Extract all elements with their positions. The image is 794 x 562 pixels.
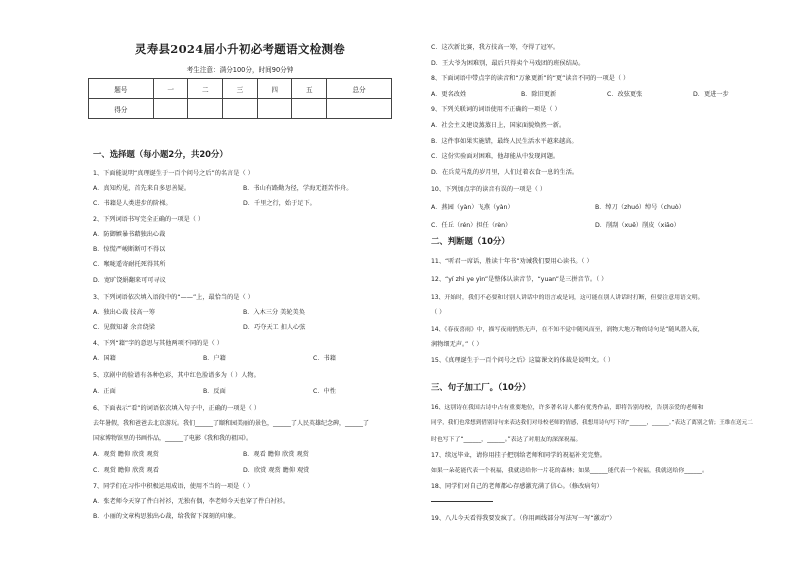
sentence-19: 19、八儿今天看得我要发疯了。（你用画线部分写法写一写“激动”）	[431, 515, 616, 522]
question-5: 5、京剧中的脸谱有各种色彩，其中红色脸谱多为（ ）人物。	[93, 372, 260, 379]
question-3: 3、下列词语依次填入语段中的“——”上，最恰当的是（ ）	[93, 294, 254, 301]
sentence-18-answer-line[interactable]	[431, 495, 493, 502]
q2-option-c: C．喉咙遥寄耐托死得其所	[93, 261, 166, 268]
score-table-score-row	[89, 99, 392, 119]
q7-option-c: C．这次新比赛，我方技高一筹，夺得了冠军。	[431, 44, 560, 51]
q9-option-c: C．这份实验面对困难，他却能从中发现问题。	[431, 153, 560, 160]
score-entry-cell[interactable]	[292, 99, 327, 119]
score-table-header-row	[89, 79, 392, 99]
q8-option-a: A．更名改姓	[431, 91, 467, 98]
score-header-cell: 五	[292, 79, 327, 99]
q10-option-a: A．燕园（yàn）飞燕（yàn）	[431, 204, 514, 211]
q6-option-d: D．欣赏 观赏 瞻仰 观赏	[243, 467, 310, 474]
judgement-13: 13、开始时，我们不必要和讨别人讲话中的语言或是词，这可能在别人讲话时打断，但要注意用语文明。	[431, 295, 704, 301]
q1-option-a: A．真知灼见，首先来自多思善疑。	[93, 185, 191, 192]
score-table	[88, 78, 392, 119]
judgement-14: 14、《春夜喜雨》中，描写夜雨悄然无声，在不知不觉中随风而至，润物大地万物的诗句是“随风潜入夜，	[431, 327, 704, 333]
q4-option-b: B．户籍	[203, 355, 226, 362]
q7-option-a: A．张老师今天穿了件白衬衫，无独有偶，李老师今天也穿了件白衬衫。	[93, 498, 290, 505]
score-header-cell: 四	[257, 79, 292, 99]
q3-option-b: B．入木三分 美轮美奂	[243, 309, 305, 316]
question-2: 2、下列词语书写完全正确的一项是（ ）	[93, 216, 205, 223]
q3-option-c: C．见微知著 余音绕梁	[93, 324, 155, 331]
sentence-16-line-2: 同学，我们也常想到借别诗句来表达我们对母校老师的情感，我想用诗句写下的“______，______。”表达了离别之情；王维在送元二	[431, 420, 753, 426]
q10-option-b: B．绰刀（zhuó）绰号（chuò）	[595, 204, 685, 211]
score-header-cell: 二	[188, 79, 223, 99]
q8-option-d: D．更进一步	[693, 91, 729, 98]
score-entry-cell[interactable]	[257, 99, 292, 119]
q9-option-a: A．社会主义建设蒸蒸日上，国家面貌焕然一新。	[431, 122, 566, 129]
q6-option-b: B．观看 瞻仰 欣赏 观赏	[243, 451, 309, 458]
question-10: 10、下列加点字的读音有误的一项是（ ）	[431, 186, 547, 193]
sentence-16: 16、这别诗在我国古诗中占有重要地位，许多著名诗人都有优秀作品，即将告别母校，告别亲爱的老师和	[431, 405, 704, 411]
q10-option-d: D．削刮（xuē）削皮（xiāo）	[595, 222, 680, 229]
q5-option-a: A．正面	[93, 388, 116, 395]
q9-option-b: B．这件事如果实施错，最终人民生活水平越来越高。	[431, 138, 578, 145]
score-header-cell: 三	[223, 79, 258, 99]
score-entry-cell[interactable]	[223, 99, 258, 119]
judgement-11: 11、“听君一席话，胜读十年书”劝诫我们要用心读书。（ ）	[431, 258, 593, 265]
q2-option-d: D．宽旷饶娟翻来可可寻议	[93, 277, 166, 284]
section-3-heading: 三、句子加工厂。（10分）	[431, 382, 531, 392]
q1-option-c: C．书籍是人类进步的阶梯。	[93, 200, 172, 207]
judgement-15: 15、《真理诞生于一百个问号之后》这篇课文的体裁是说明文。（ ）	[431, 357, 615, 364]
q4-option-c: C．书籍	[313, 355, 336, 362]
q2-option-a: A．防御嫉暴书藉独出心裁	[93, 231, 166, 238]
judgement-12: 12、“yí zhì ye yìn”是整体认读音节，“yuan”是三拼音节。（ ）	[431, 276, 608, 283]
q6-option-a: A．观赏 瞻仰 欣赏 观赏	[93, 451, 159, 458]
score-row-label: 得分	[89, 99, 154, 119]
score-entry-cell[interactable]	[327, 99, 392, 119]
score-entry-cell[interactable]	[153, 99, 188, 119]
score-header-cell: 题号	[89, 79, 154, 99]
q2-option-b: B．惊慌严峻断断可不得以	[93, 246, 166, 253]
section-1-heading: 一、选择题（每小题2分，共20分）	[93, 149, 228, 159]
sentence-17: 17、续远毕业，请你用挂子把别给老师和同学的祝福补充完整。	[431, 452, 606, 459]
section-2-heading: 二、判断题（10分）	[431, 236, 510, 246]
q6-text-line-2: 国家博物馆里的书画作品，______了电影《我和我的祖国》。	[93, 435, 253, 442]
q8-option-c: C．改弦更张	[607, 91, 643, 98]
q6-text-line-1: 去年暑假，我和爸爸去北京游玩。我们______了颐和园美丽的景色，______了人民英雄纪念碑，______了	[93, 420, 370, 427]
score-header-cell: 总分	[327, 79, 392, 99]
judgement-13-bracket: （ ）	[431, 309, 446, 316]
sentence-18: 18、同学们对自己的老师都心存感激充满了信心。（修改病句）	[431, 483, 603, 490]
question-9: 9、下列关联词的词语使用不正确的一项是（ ）	[431, 106, 561, 113]
q10-option-c: C．任丘（rén）担任（rèn）	[431, 222, 512, 229]
q3-option-a: A．独出心裁 技高一筹	[93, 309, 155, 316]
score-entry-cell[interactable]	[188, 99, 223, 119]
question-6: 6、下面表示“看”的词语依次填入句子中，正确的一项是（ ）	[93, 405, 261, 412]
question-4: 4、下列“籍”字的意思与其他两项不同的是（ ）	[93, 340, 223, 347]
q5-option-c: C．中性	[313, 388, 336, 395]
q9-option-d: D．在兵荒马乱的岁月里，人们过着衣食一息的生活。	[431, 169, 579, 176]
q3-option-d: D．巧夺天工 扣人心弦	[243, 324, 306, 331]
judgement-14-cont: 润物细无声。”（ ）	[431, 341, 483, 348]
q7-option-b: B．小丽的文章构思独出心裁，给我留下深刻的印象。	[93, 513, 240, 520]
exam-notice: 考生注意：满分100分，时间90分钟	[186, 66, 294, 74]
q1-option-b: B．书山有路勤为径，学海无涯苦作舟。	[243, 185, 353, 192]
page-title: 灵寿县2024届小升初必考题语文检测卷	[134, 42, 346, 56]
question-8: 8、下面词语中带点字的读音和“万象更新”的“更”读音不同的一项是（ ）	[431, 75, 630, 82]
q6-option-c: C．观赏 瞻仰 欣赏 观看	[93, 467, 159, 474]
score-header-cell: 一	[153, 79, 188, 99]
sentence-17-text: 如果一朵花能代表一个祝福，我就送给你一片花的森林；如果______能代表一个祝福，我就送给你______。	[431, 468, 708, 474]
q1-option-d: D．千里之行，始于足下。	[243, 200, 316, 207]
sentence-16-line-3: 时也写下了“______，______。”表达了对朋友的深深祝福。	[431, 437, 582, 443]
q7-option-d: D．王大爷为困难别，最后只得卖个马戏团的班侯结局。	[431, 60, 585, 67]
q8-option-b: B．除旧更新	[521, 91, 557, 98]
question-7: 7、同学们在习作中积极运用成语，使用不当的一项是（ ）	[93, 483, 254, 490]
q5-option-b: B．反面	[203, 388, 226, 395]
question-1: 1、下面能说明“真理诞生于一百个问号之后”的名言是（ ）	[93, 170, 254, 177]
q4-option-a: A．国籍	[93, 355, 116, 362]
